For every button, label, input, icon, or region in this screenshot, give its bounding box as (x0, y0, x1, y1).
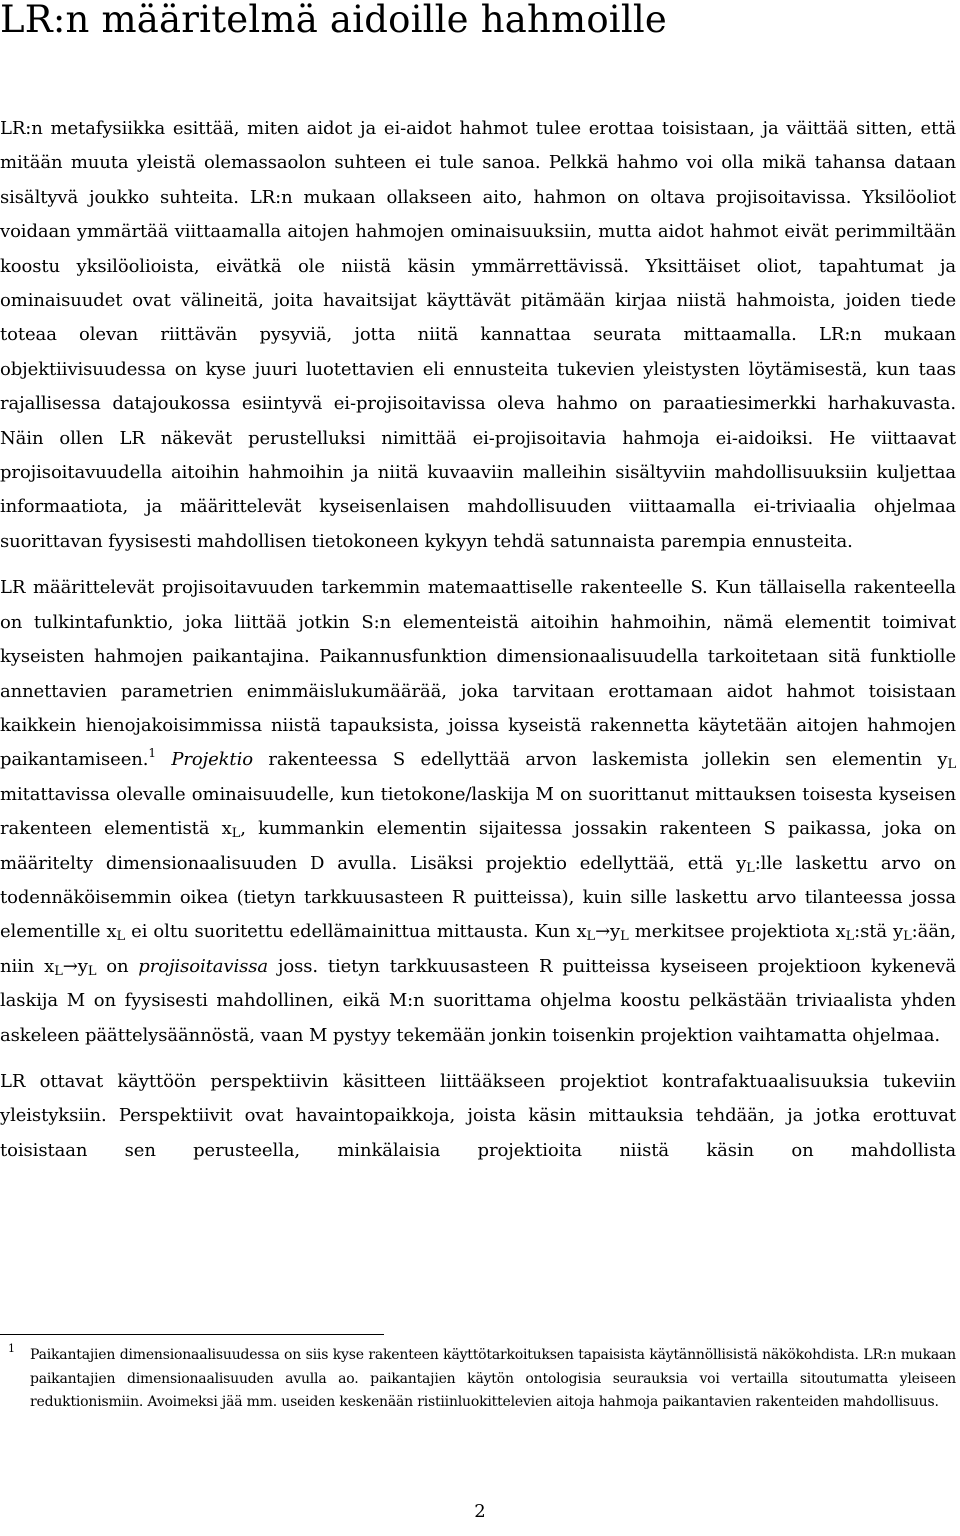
var-y: y (77, 955, 88, 977)
paragraph-1: LR:n metafysiikka esittää, miten aidot ja ei-aidot hahmot tulee erottaa toisistaan, ja väittää sitten, että mitään muuta yleistä olemassaolon suhteen ei tule sanoa. Pelkkä hahmo voi olla mikä tahansa dataan sisältyvä joukko suhteita. LR:n mukaan ollakseen aito, hahmon on oltava projisoitavissa. Yksilöoliot voidaan ymmärtää viittaamalla aitojen hahmojen ominaisuuksiin, mutta aidot hahmot eivät perimmiltään koostu yksilöolioista, eivätkä ole niistä käsin ymmärrettävissä. Yksittäiset oliot, tapahtumat ja ominaisuudet ovat välineitä, joita havaitsijat käyttävät pitämään kirjaa niistä hahmoista, joiden tiede toteaa olevan riittävän pysyviä, jotta niitä kannattaa seurata mittaamalla. LR:n mukaan objektiivisuudessa on kyse juuri luotettavien eli ennusteita tukevien yleistysten löytämisestä, kun taas rajallisessa datajoukossa esiintyvä ei-projisoitavissa oleva hahmo on paraatiesimerkki harhakuvasta. Näin ollen LR näkevät perustelluksi nimittää ei-projisoitavia hahmoja ei-aidoiksi. He viittaavat projisoitavuudella aitoihin hahmoihin ja niitä kuvaaviin malleihin sisältyviin mahdollisuuksiin kuljettaa informaatiota, ja määrittelevät kyseisenlaisen mahdollisuuden viittaamalla ei-triviaalia ohjelmaa suorittavan fyysisesti mahdollisen tietokoneen kykyyn tehdä satunnaista parempia ennusteita. (0, 118, 956, 552)
footnote-reference[interactable]: 1 (148, 746, 156, 761)
subscript-l: L (620, 929, 629, 945)
subscript-l: L (903, 929, 912, 945)
p2-text-4: , kummankin elementin sijaitessa jossakin rakenteen S paikassa, joka on määritelty dimensionaalisuuden D avulla. Lisäksi projektio edellyttää, että y (0, 818, 956, 874)
footnote-mark: 1 (8, 1342, 15, 1355)
p2-text-3: mitattavissa olevalle ominaisuudelle, kun tietokone/laskija M on suorittanut mittauksen toisesta kyseisen rakenteen elementistä x (0, 783, 956, 840)
body-text (0, 112, 956, 1168)
arrow: → (595, 921, 611, 943)
p2-text-10: joss. tietyn tarkkuusasteen R puitteissa kyseiseen projektioon kykenevä laskija M on fyysisesti mahdollinen, eikä M:n suorittama ohjelma koostu pelkästään triviaalista yhden askeleen päättelysäännöstä, vaan M pystyy tekemään jonkin toisenkin projektion vaihtamatta ohjelmaa. (0, 955, 956, 1046)
p2-text-1: LR määrittelevät projisoitavuuden tarkemmin matemaattiselle rakenteelle S. Kun tällaisella rakenteella on tulkintafunktio, joka liittää jotkin S:n elementeistä aitoihin hahmoihin, nämä elementit toimivat kyseisten hahmojen paikantajina. Paikannusfunktion dimensionaalisuudella tarkoitetaan sitä funktiolle annettavien parametrien enimmäislukumäärää, joka tarvitaan erottamaan aidot hahmot toisistaan kaikkein hienojakoisimmissa niistä tapauksista, joissa kyseistä rakennetta käytetään aitojen hahmojen paikantamiseen. (0, 577, 956, 771)
footnote-rule (0, 1334, 384, 1335)
subscript-l: L (231, 826, 241, 842)
p2-text-6: ei oltu suoritettu edellämainittua mittausta. Kun x (131, 921, 587, 943)
term-projektio: Projektio (171, 749, 253, 771)
footnote (0, 1344, 956, 1415)
subscript-l: L (845, 929, 855, 945)
subscript-l: L (746, 860, 755, 876)
p2-text-2: rakenteessa S edellyttää arvon laskemista jollekin sen elementin y (268, 749, 948, 771)
p2-text-7: merkitsee projektiota x (634, 921, 846, 943)
paragraph-2 (0, 571, 956, 1053)
word-on: on (106, 955, 129, 977)
p2-text-9: :ään, niin x (0, 921, 957, 977)
paragraph-3: LR ottavat käyttöön perspektiivin käsitteen liittääkseen projektiot kontrafaktuaalisuuksia tukeviin yleistyksiin. Perspektiivit ovat havaintopaikkoja, joista käsin mittauksia tehdään, ja jotka erottuvat toisistaan sen perusteella, minkälaisia projektioita niistä käsin on mahdollista (0, 1070, 956, 1161)
subscript-l: L (947, 757, 957, 773)
footnote-text: Paikantajien dimensionaalisuudessa on siis kyse rakenteen käyttötarkoituksen tapaisista käytännöllisistä näkökohdista. LR:n mukaan paikantajien dimensionaalisuuden avulla ao. paikantajien käytön ontologisia seurauksia voi vertailla sitoutumatta yleiseen reduktionismiin. Avoimeksi jää mm. useiden keskenään ristiinluokittelevien aitoja hahmoja paikantavien rakenteiden mahdollisuus. (30, 1347, 956, 1410)
subscript-l: L (54, 963, 63, 979)
section-title: LR:n määritelmä aidoille hahmoille (0, 0, 668, 41)
var-y: y (610, 921, 621, 943)
subscript-l: L (116, 929, 126, 945)
term-projisoitavissa: projisoitavissa (138, 955, 269, 977)
subscript-l: L (586, 929, 596, 945)
page-number: 2 (474, 1501, 486, 1522)
p2-text-5: :lle laskettu arvo on todennäköisemmin oikea (tietyn tarkkuusasteen R puitteissa), kuin sille laskettu arvo tilanteessa jossa elementille x (0, 852, 957, 943)
subscript-l: L (87, 963, 97, 979)
arrow: → (62, 955, 78, 977)
p2-text-8: :stä y (854, 921, 904, 943)
